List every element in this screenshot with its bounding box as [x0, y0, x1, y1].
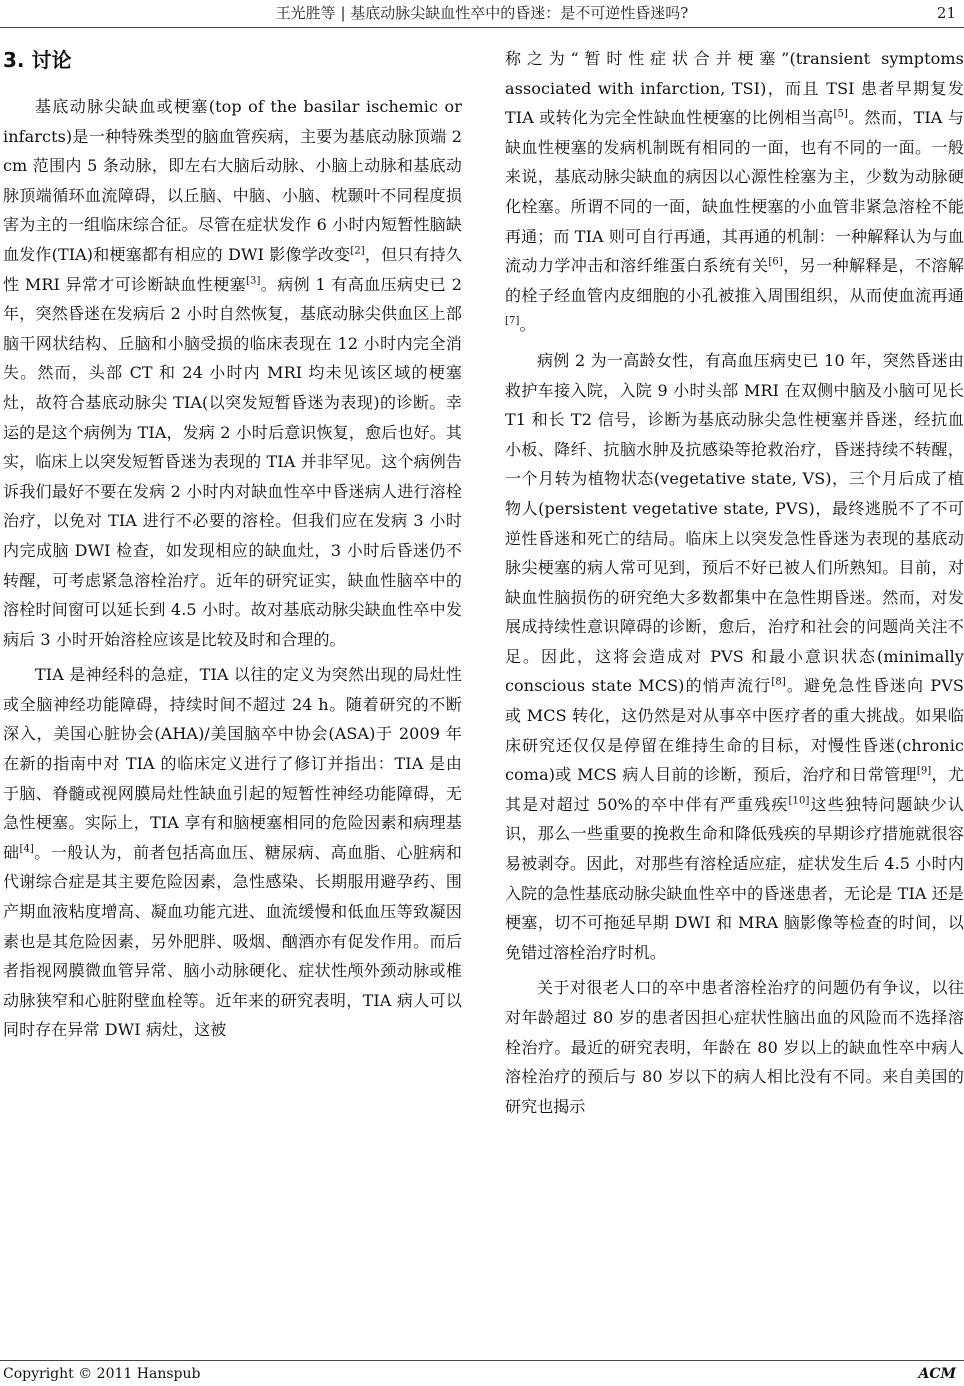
text-run: 基底动脉尖缺血或梗塞(top of the basilar ischemic or infarcts)是一种特殊类型的脑血管疾病，主要为基底动脉顶端 2 cm 范围内 5 条动脉，即左右大脑后动脉、小脑上动脉和基底动脉顶端循环血流障碍，以丘脑、中脑、小脑、枕颞叶不同程度损害为主的一组临床综合征。尽管在症状发作 6 小时内短暂性脑缺血发作(TIA)和梗塞都有相应的 DWI 影像学改变: [3, 97, 462, 264]
header-rule: [0, 27, 964, 28]
paragraph-basilar-tip: [3, 92, 462, 654]
text-run: 关于对很老人口的卒中患者溶栓治疗的问题仍有争议，以往对年龄超过 80 岁的患者因担心症状性脑出血的风险而不选择溶栓治疗。最近的研究表明，年龄在 80 岁以上的缺血性卒中病人溶栓治疗的预后与 80 岁以下的病人相比没有不同。来自美国的研究也揭示: [505, 978, 964, 1116]
text-run: 病例 2 为一高龄女性，有高血压病史已 10 年，突然昏迷由救护车接入院，入院 9 小时头部 MRI 在双侧中脑及小脑可见长 T1 和长 T2 信号，诊断为基底动脉尖急性梗塞并昏迷，经抗血小板、降纤、抗脑水肿及抗感染等抢救治疗，昏迷持续不转醒，一个月转为植物状态(vegetative state, VS)，三个月后成了植物人(persistent vegetative state, PVS)，最终逃脱不了不可逆性昏迷和死亡的结局。临床上以突发急性昏迷为表现的基底动脉尖梗塞的病人常可见到，预后不好已被人们所熟知。目前，对缺血性脑损伤的研究绝大多数都集中在急性期昏迷。然而，对发展成持续性意识障碍的诊断，愈后，治疗和社会的问题尚关注不足。因此，这将会造成对 PVS 和最小意识状态(minimally conscious state MCS)的悄声流行: [505, 350, 964, 696]
section-heading: 3. 讨论: [3, 48, 72, 72]
text-run: ，尤其是对超过 50%的卒中伴有严重残疾: [505, 765, 964, 814]
citation-5: [5]: [833, 108, 848, 120]
running-header: [0, 2, 964, 28]
left-column: [3, 44, 462, 1334]
footer-rule: [0, 1360, 964, 1361]
citation-7: [7]: [505, 316, 520, 328]
paragraph-elderly-thrombolysis: [505, 973, 964, 1121]
text-run: 。避免急性昏迷向 PVS 或 MCS 转化，这仍然是对从事卒中医疗者的重大挑战。如果临床研究还仅仅是停留在维持生命的目标，对慢性昏迷(chronic coma)或 MCS 病人目前的诊断，预后，治疗和日常管理: [505, 676, 964, 785]
citation-10: [10]: [788, 795, 810, 807]
text-run: 这些独特问题缺少认识，那么一些重要的挽救生命和降低残疾的早期诊疗措施就很容易被剥夺。因此，对那些有溶栓适应症，症状发生后 4.5 小时内入院的急性基底动脉尖缺血性卒中的昏迷患者，无论是 TIA 还是梗塞，切不可拖延早期 DWI 和 MRA 脑影像等检查的时间，以免错过溶栓治疗时机。: [505, 794, 964, 962]
journal-abbreviation: ACM: [918, 1366, 956, 1382]
citation-9: [9]: [916, 765, 932, 777]
right-column: [505, 44, 964, 1334]
text-run: TIA 是神经科的急症，TIA 以往的定义为突然出现的局灶性或全脑神经功能障碍，持续时间不超过 24 h。随着研究的不断深入，美国心脏协会(AHA)/美国脑卒中协会(ASA)于 2009 年在新的指南中对 TIA 的临床定义进行了修订并指出：TIA 是由于脑、脊髓或视网膜局灶性缺血引起的短暂性神经功能障碍，无急性梗塞。实际上，TIA 享有和脑梗塞相同的危险因素和病理基础: [3, 665, 462, 862]
text-run: 。病例 1 有高血压病史已 2 年，突然昏迷在发病后 2 小时自然恢复，基底动脉尖供血区上部脑干网状结构、丘脑和小脑受损的临床表现在 12 小时内完全消失。然而，头部 CT 和 24 小时内 MRI 均未见该区域的梗塞灶，故符合基底动脉尖 TIA(以突发短暂昏迷为表现)的诊断。幸运的是这个病例为 TIA，发病 2 小时后意识恢复，愈后也好。其实，临床上以突发短暂昏迷为表现的 TIA 并非罕见。这个病例告诉我们最好不要在发病 2 小时内对缺血性卒中昏迷病人进行溶栓治疗，以免对 TIA 进行不必要的溶栓。但我们应在发病 3 小时内完成脑 DWI 检查，如发现相应的缺血灶，3 小时后昏迷仍不转醒，可考虑紧急溶栓治疗。近年的研究证实，缺血性脑卒中的溶栓时间窗可以延长到 4.5 小时。故对基底动脉尖缺血性卒中发病后 3 小时开始溶栓应该是比较及时和合理的。: [3, 274, 462, 649]
citation-8: [8]: [771, 677, 786, 689]
citation-3: [3]: [246, 275, 261, 287]
paragraph-tia-definition: [3, 660, 462, 1045]
text-run: 。: [519, 315, 536, 335]
running-title: 王光胜等 | 基底动脉尖缺血性卒中的昏迷：是不可逆性昏迷吗?: [275, 4, 689, 22]
paragraph-tsi-continued: [505, 44, 964, 340]
text-run: 称之为“暂时性症状合并梗塞”(transient symptoms associated with infarction, TSI)，而且 TSI 患者早期复发 TIA 或转化为完全性缺血性梗塞的比例相当高: [505, 49, 964, 128]
text-run: ，另一种解释是，不溶解的栓子经血管内皮细胞的小孔被推入周围组织，从而使血流再通: [505, 256, 964, 305]
text-run: ，但只有持久性 MRI 异常才可诊断缺血性梗塞: [3, 244, 462, 294]
page-number: 21: [936, 4, 956, 22]
citation-4: [4]: [19, 843, 34, 855]
text-run: 。一般认为，前者包括高血压、糖尿病、高血脂、心脏病和代谢综合症是其主要危险因素，急性感染、长期服用避孕药、围产期血液粘度增高、凝血功能亢进、血流缓慢和低血压等致凝因素也是其危险因素，另外肥胖、吸烟、酗酒亦有促发作用。而后者指视网膜微血管异常、脑小动脉硬化、症状性颅外颈动脉或椎动脉狭窄和心脏附壁血栓等。近年来的研究表明，TIA 病人可以同时存在异常 DWI 病灶，这被: [3, 842, 462, 1040]
paragraph-case-2: [505, 346, 964, 967]
text-run: 。然而，TIA 与缺血性梗塞的发病机制既有相同的一面，也有不同的一面。一般来说，基底动脉尖缺血的病因以心源性栓塞为主，少数为动脉硬化栓塞。所谓不同的一面，缺血性梗塞的小血管非紧急溶栓不能再通；而 TIA 则可自行再通，其再通的机制：一种解释认为与血流动力学冲击和溶纤维蛋白系统有关: [505, 108, 964, 276]
citation-2: [2]: [350, 245, 365, 257]
citation-6: [6]: [768, 256, 783, 268]
copyright-notice: Copyright © 2011 Hanspub: [3, 1366, 201, 1382]
